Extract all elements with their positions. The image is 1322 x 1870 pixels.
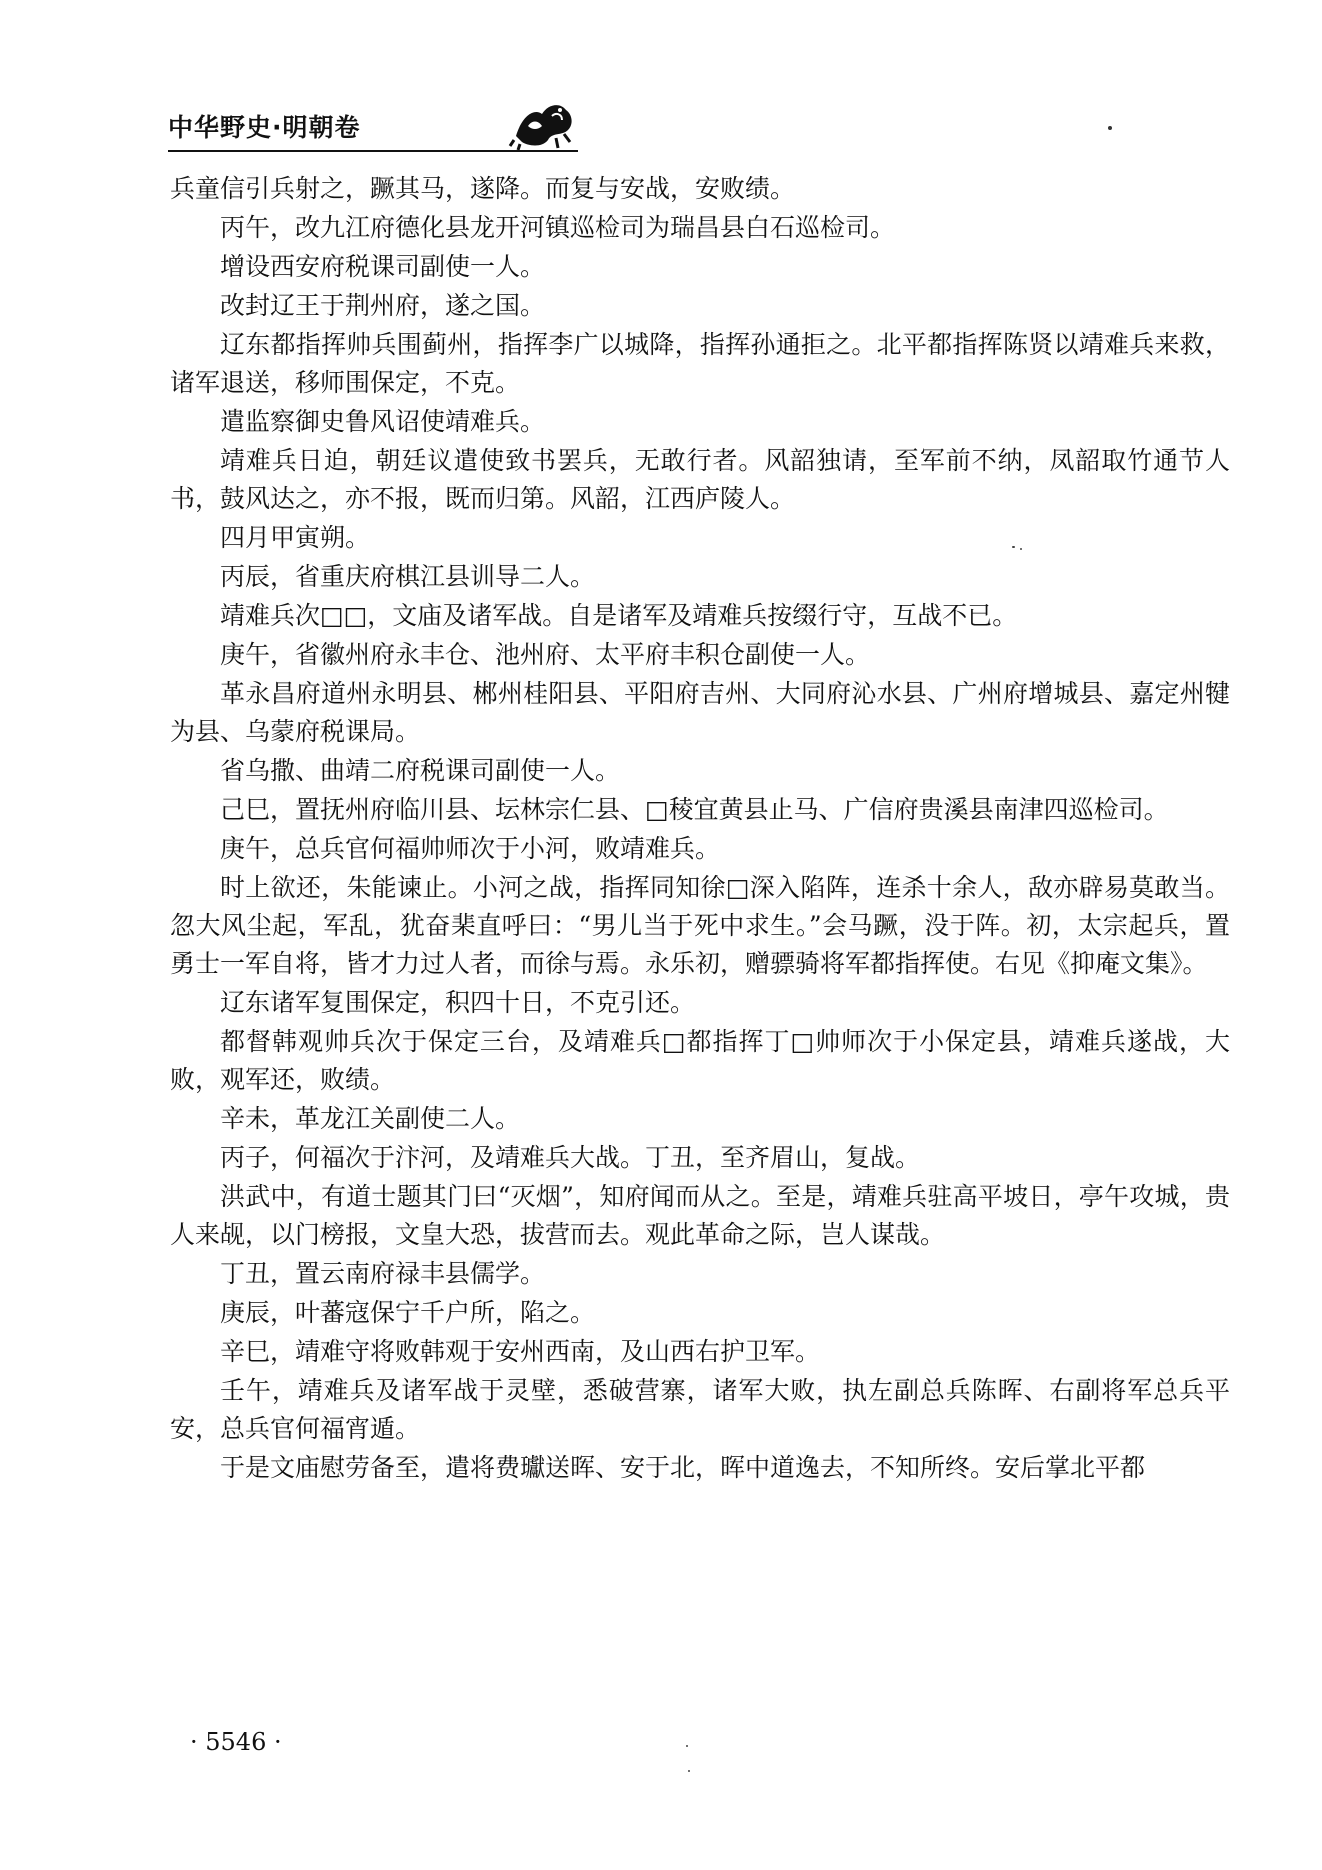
paragraph: 丁丑，置云南府禄丰县儒学。 bbox=[220, 1259, 546, 1288]
paragraph: 庚辰，叶蕃寇保宁千户所，陷之。 bbox=[220, 1298, 596, 1327]
page-number: · 5546 · bbox=[190, 1728, 282, 1756]
paragraph: 增设西安府税课司副使一人。 bbox=[220, 252, 546, 281]
paragraph: 庚午，省徽州府永丰仓、池州府、太平府丰积仓副使一人。 bbox=[220, 640, 871, 669]
paragraph: 辽东都指挥帅兵围蓟州，指挥李广以城降，指挥孙通拒之。北平都指挥陈贤以靖难兵来救，诸军退送，移师围保定，不克。 bbox=[170, 330, 1230, 397]
paragraph: 丙辰，省重庆府棋江县训导二人。 bbox=[220, 562, 596, 591]
paragraph: 四月甲寅朔。 bbox=[220, 523, 371, 552]
paragraph: 辛巳，靖难守将败韩观于安州西南，及山西右护卫军。 bbox=[220, 1337, 821, 1366]
paragraph: 都督韩观帅兵次于保定三台，及靖难兵□都指挥丁□帅师次于小保定县，靖难兵遂战，大败，观军还，败绩。 bbox=[170, 1027, 1230, 1094]
paragraph: 丙午，改九江府德化县龙开河镇巡检司为瑞昌县白石巡检司。 bbox=[220, 213, 896, 242]
paragraph: 革永昌府道州永明县、郴州桂阳县、平阳府吉州、大同府沁水县、广州府增城县、嘉定州犍为县、乌蒙府税课局。 bbox=[170, 679, 1230, 746]
paragraph: 省乌撒、曲靖二府税课司副使一人。 bbox=[220, 756, 621, 785]
scan-speck bbox=[688, 1770, 690, 1772]
header-rule bbox=[168, 150, 578, 152]
scan-speck bbox=[1012, 546, 1015, 548]
scan-speck bbox=[686, 1745, 688, 1747]
paragraph: 兵童信引兵射之，蹶其马，遂降。而复与安战，安败绩。 bbox=[170, 174, 796, 203]
paragraph: 己巳，置抚州府临川县、坛林宗仁县、□稜宜黄县止马、广信府贵溪县南津四巡检司。 bbox=[220, 795, 1169, 824]
paragraph: 壬午，靖难兵及诸军战于灵壁，悉破营寨，诸军大败，执左副总兵陈晖、右副将军总兵平安，总兵官何福宵遁。 bbox=[170, 1376, 1230, 1443]
scan-speck bbox=[1020, 548, 1022, 550]
paragraph: 辛未，革龙江关副使二人。 bbox=[220, 1104, 521, 1133]
body-text bbox=[170, 170, 1230, 1488]
paragraph: 庚午，总兵官何福帅师次于小河，败靖难兵。 bbox=[220, 834, 721, 863]
scan-speck bbox=[1108, 126, 1112, 130]
paragraph: 丙子，何福次于汴河，及靖难兵大战。丁丑，至齐眉山，复战。 bbox=[220, 1143, 921, 1172]
paragraph: 靖难兵日迫，朝廷议遣使致书罢兵，无敢行者。风韶独请，至军前不纳，凤韶取竹通节人书，鼓风达之，亦不报，既而归第。风韶，江西庐陵人。 bbox=[170, 446, 1230, 513]
dragon-emblem-icon bbox=[508, 96, 580, 152]
paragraph: 时上欲还，朱能谏止。小河之战，指挥同知徐□深入陷阵，连杀十余人，敌亦辟易莫敢当。忽大风尘起，军乱，犹奋棐直呼曰：“男儿当于死中求生。”会马蹶，没于阵。初，太宗起兵，置勇士一军自将，皆才力过人者，而徐与焉。永乐初，赠骠骑将军都指挥使。右见《抑庵文集》。 bbox=[170, 873, 1230, 978]
paragraph: 辽东诸军复围保定，积四十日，不克引还。 bbox=[220, 988, 696, 1017]
running-header bbox=[168, 96, 578, 156]
paragraph: 洪武中，有道士题其门曰“灭烟”，知府闻而从之。至是，靖难兵驻高平坡日，亭午攻城，贵人来觇，以门榜报，文皇大恐，拔营而去。观此革命之际，岂人谋哉。 bbox=[170, 1182, 1230, 1249]
paragraph: 于是文庙慰劳备至，遣将费瓛送晖、安于北，晖中道逸去，不知所终。安后掌北平都 bbox=[220, 1453, 1146, 1482]
paragraph: 遣监察御史鲁风诏使靖难兵。 bbox=[220, 407, 546, 436]
paragraph: 靖难兵次□□，文庙及诸军战。自是诸军及靖难兵按缀行守，互战不已。 bbox=[220, 601, 1018, 630]
book-title: 中华野史·明朝卷 bbox=[168, 113, 361, 142]
paragraph: 改封辽王于荆州府，遂之国。 bbox=[220, 291, 546, 320]
